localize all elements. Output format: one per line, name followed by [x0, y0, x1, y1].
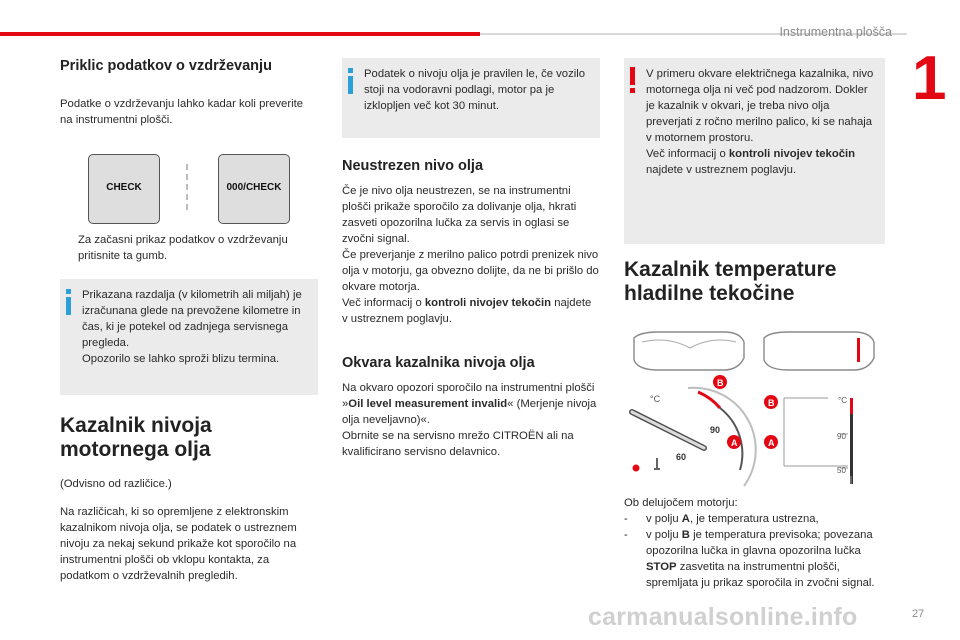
oil-fault-p5: Obrnite se na servisno mrežo CITROËN ali na kvalificirano servisno delavnico. [342, 430, 574, 458]
info-oil-reading-text: Podatek o nivoju olja je pravilen le, če vozilo stoji na vodoravni podlagi, motor pa je izklopljen več kot 30 minut. [364, 68, 586, 112]
coolant-intro: Ob delujočem motorju: [624, 497, 738, 509]
linear-unit-label: °C [838, 396, 847, 405]
info-icon [348, 68, 353, 94]
linear-zone-a-label: A [768, 438, 775, 448]
linear-zone-b-label: B [768, 398, 775, 408]
info-box-oil-reading [342, 58, 600, 138]
bullet-item [60, 232, 318, 264]
incorrect-oil-p1: Če je nivo olja neustrezen, se na instrumentni plošči prikaže sporočilo za dolivanje olja, hkrati zasveti opozorilna lučka za servis in oglasi se zvočni signal. [342, 185, 577, 245]
instrument-panel-icon-alt [764, 332, 874, 370]
info-icon [66, 289, 71, 315]
linear-tick-50: 50 [837, 466, 846, 475]
odo-check-button-label: 000/CHECK [226, 182, 282, 193]
check-button-label: CHECK [106, 182, 142, 193]
linear-tick-90: 90 [837, 432, 846, 441]
header-red-bar [0, 32, 480, 36]
watermark: carmanualsonline.info [588, 603, 858, 631]
version-note: (Odvisno od različice.) [60, 478, 172, 490]
warning-oil-fault-more: Več informacij o kontroli nivojev tekočin najdete v ustreznem poglavju. [646, 148, 856, 176]
oil-level-section [60, 414, 318, 596]
warning-oil-fault-text: V primeru okvare električnega kazalnika, nivo motornega olja ni več pod nadzorom. Dokler je kazalnik v okvari, je treba nivo olja preverjati z ročno merilno palico, ki se nahaja v motornem prostoru. [646, 68, 874, 144]
heading-coolant-temperature: Kazalnik temperature hladilne tekočine [624, 258, 837, 305]
column-1 [60, 58, 318, 140]
heading-oil-level-indicator: Kazalnik nivoja motornega olja [60, 414, 212, 461]
heading-incorrect-oil-level: Neustrezen nivo olja [342, 158, 484, 174]
zone-a-label: A [731, 438, 738, 448]
heading-maintenance-recall: Priklic podatkov o vzdrževanju [60, 58, 272, 74]
check-button-illustration [88, 154, 160, 224]
coolant-section [624, 258, 885, 306]
maintenance-intro: Podatke o vzdrževanju lahko kadar koli preverite na instrumentni plošči. [60, 98, 304, 126]
maintenance-bullet-block [60, 232, 318, 264]
incorrect-oil-p2: Če preverjanje z merilno palico potrdi prenizek nivo olja v motorju, ga obvezno dolijte, da ne bi prišlo do okvare motorja. [342, 249, 599, 293]
oil-level-body: Na različicah, ki so opremljene z elektronskim kazalnikom nivoja olja, se podatek o ustreznem nivoju za nekaj sekund prikaže kot sporočilo na instrumentni plošči ob vklopu kontakta, za podatkom o vzdrževalnih pregledih. [60, 506, 297, 582]
section-title: Instrumentna plošča [779, 25, 892, 39]
illustration-divider [186, 164, 190, 210]
oil-fault-p4: Na okvaro opozori sporočilo na instrumentni plošči »Oil level measurement invalid« (Merjenje nivoja olja neveljavno)«. [342, 382, 597, 426]
coolant-zone-a-item: - v polju A, je temperatura ustrezna, [624, 513, 819, 525]
heading-oil-indicator-fault: Okvara kazalnika nivoja olja [342, 355, 535, 371]
column-2 [342, 158, 600, 460]
coolant-zone-b-item: - v polju B je temperatura previsoka; povezana opozorilna lučka in glavna opozorilna lučka STOP zasvetita na instrumentni plošči, spremljata ju prikaz sporočila in zvočni signal. [624, 529, 875, 589]
gauge-unit-label: °C [650, 394, 661, 404]
warning-icon [630, 67, 635, 95]
coolant-temperature-icon [654, 458, 660, 470]
warning-box-oil-fault [624, 58, 885, 244]
bullet-text: Za začasni prikaz podatkov o vzdrževanju pritisnite ta gumb. [78, 234, 288, 262]
page-number: 27 [912, 608, 925, 620]
zone-b-label: B [717, 378, 724, 388]
gauge-tick-60: 60 [676, 452, 687, 462]
info-box-distance [60, 279, 318, 395]
info-distance-text-2: Opozorilo se lahko sproži blizu termina. [82, 353, 280, 365]
instrument-panel-icon [634, 332, 744, 370]
coolant-explanation [624, 495, 885, 591]
chapter-number: 1 [912, 44, 947, 113]
gauge-tick-90: 90 [710, 425, 721, 435]
odo-check-button-illustration [218, 154, 290, 224]
incorrect-oil-p3: Več informacij o kontroli nivojev tekočin najdete v ustreznem poglavju. [342, 297, 592, 325]
coolant-gauge-illustration [628, 330, 882, 490]
info-distance-text: Prikazana razdalja (v kilometrih ali miljah) je izračunana glede na prevožene kilometre in čas, ki je potekel od zadnjega servisnega pregleda. [82, 289, 302, 349]
